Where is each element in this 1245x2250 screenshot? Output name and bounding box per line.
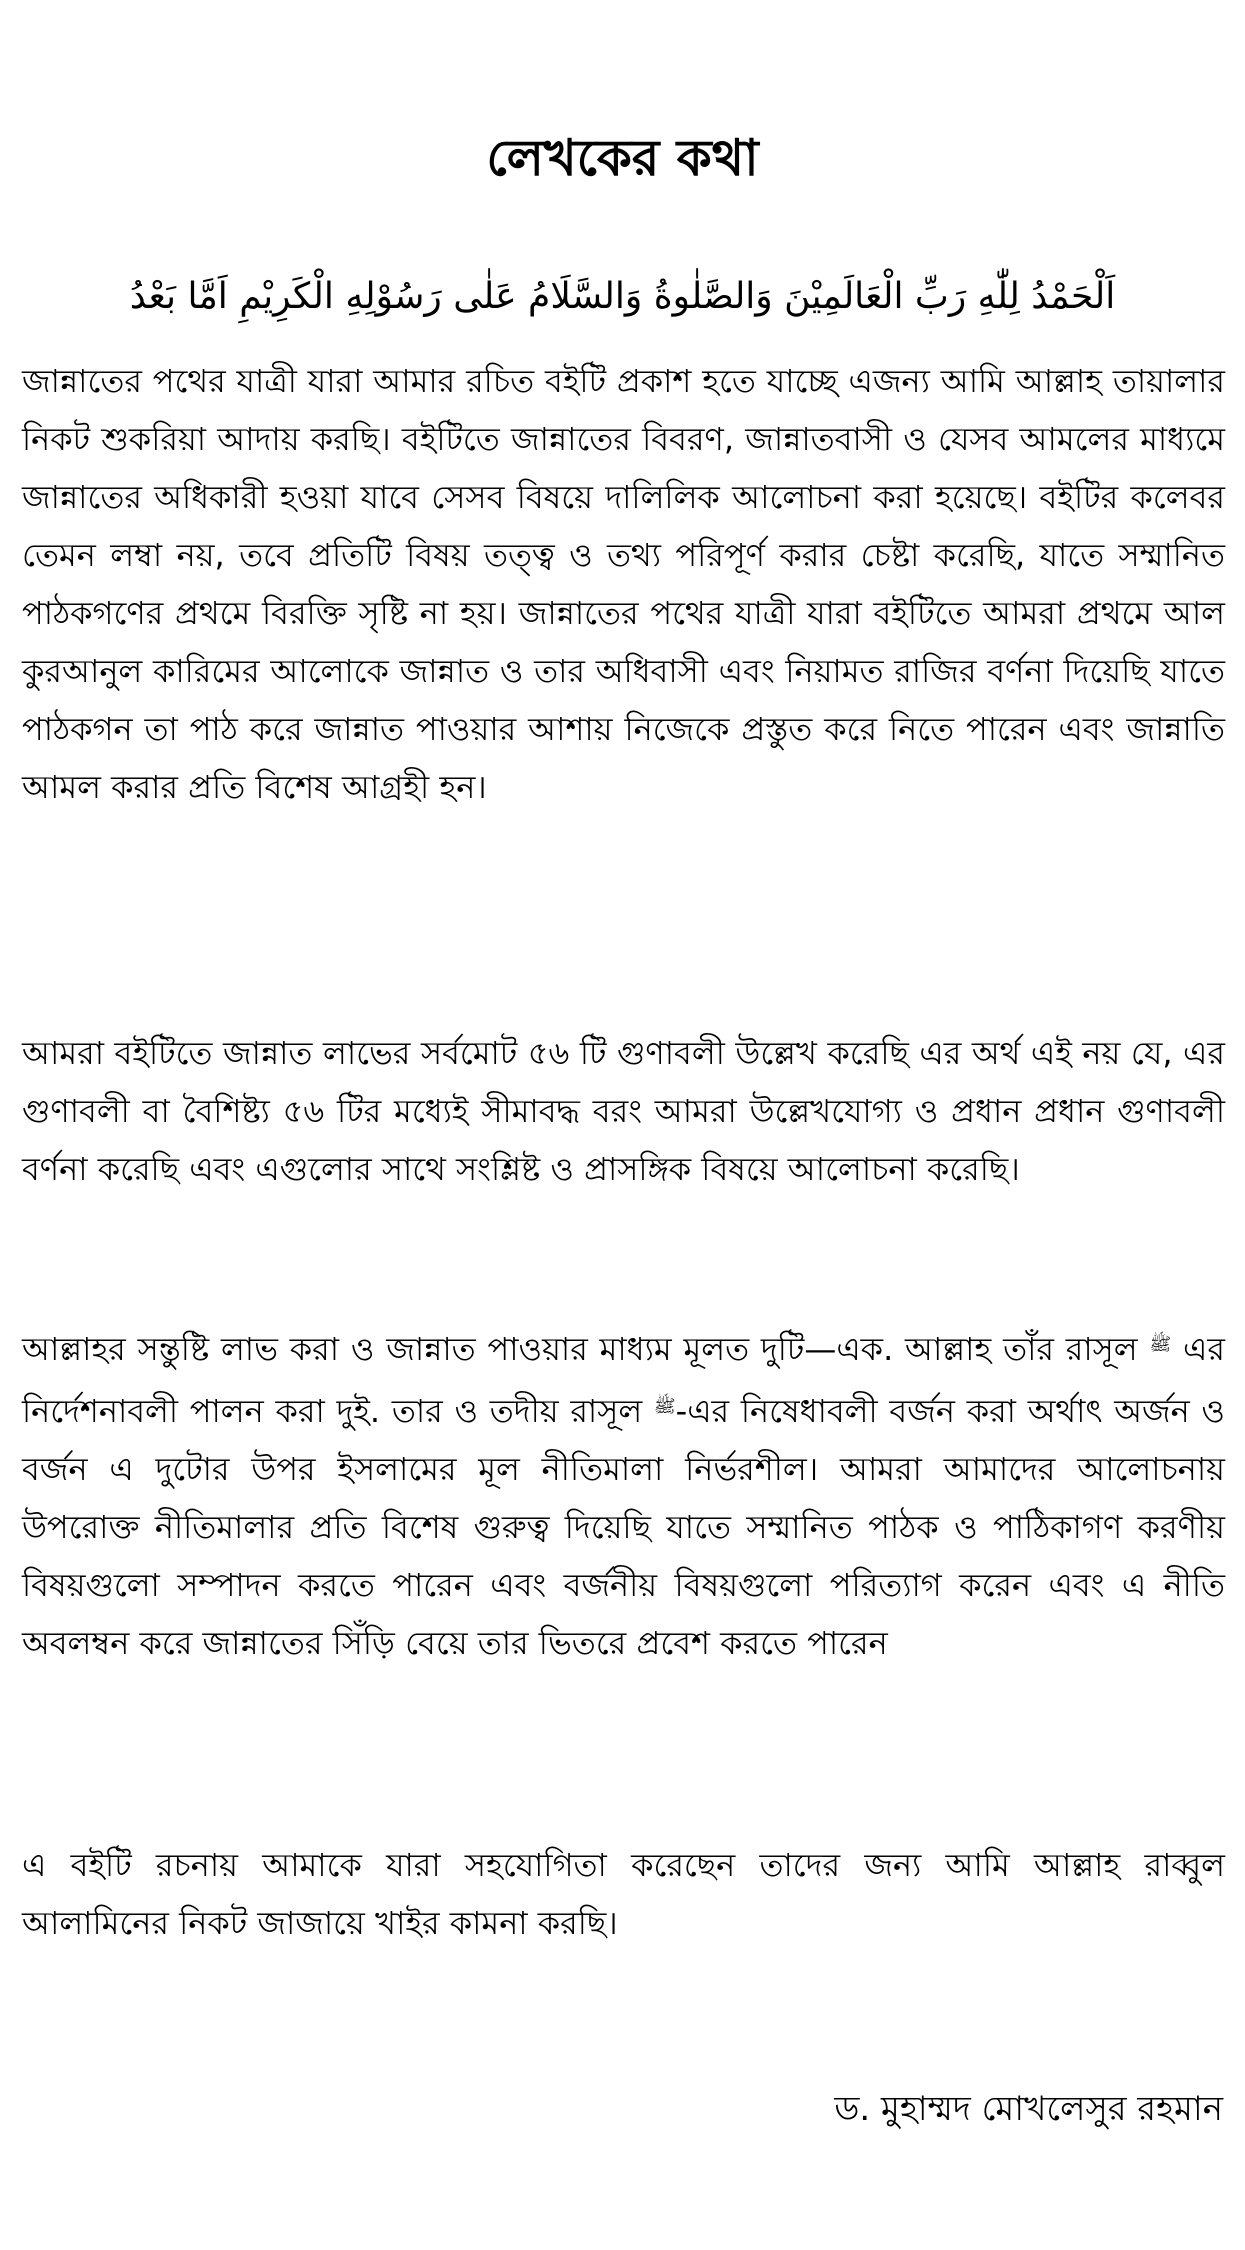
paragraph-3-part-2: এর নির্দেশনাবলী পালন করা দুই. তার ও তদীয় রাসূল [22,1330,1226,1430]
author-signature: ড. মুহাম্মদ মোখলেসুর রহমান [834,2089,1223,2129]
paragraph-3 [22,1316,1225,1672]
paragraph-3-part-3: -এর নিষেধাবলী বর্জন করা অর্থাৎ অর্জন ও বর্জন এ দুটোর উপর ইসলামের মূল নীতিমালা নির্ভরশীল। আমরা আমাদের আলোচনায় উপরোক্ত নীতিমালার প্রতি বিশেষ গুরুত্ব দিয়েছি যাতে সম্মানিত পাঠক ও পাঠিকাগণ করণীয় বিষয়গুলো সম্পাদন করতে পারেন এবং বর্জনীয় বিষয়গুলো পরিত্যাগ করেন এবং এ নীতি অবলম্বন করে জান্নাতের সিঁড়ি বেয়ে তার ভিতরে প্রবেশ করতে পারেন [22,1392,1225,1662]
paragraph-4: এ বইটি রচনায় আমাকে যারা সহযোগিতা করেছেন তাদের জন্য আমি আল্লাহ রাব্বুল আলামিনের নিকট জাজায়ে খাইর কামনা করছি। [22,1846,1225,1942]
salawat-symbol: ﷺ [653,1396,676,1417]
salawat-symbol: ﷺ [1149,1334,1172,1355]
page-title: লেখকের কথা [486,129,759,187]
paragraph-2: আমরা বইটিতে জান্নাত লাভের সর্বমোট ৫৬ টি গুণাবলী উল্লেখ করেছি এর অর্থ এই নয় যে, এর গুণাবলী বা বৈশিষ্ট্য ৫৬ টির মধ্যেই সীমাবদ্ধ বরং আমরা উল্লেখযোগ্য ও প্রধান প্রধান গুণাবলী বর্ণনা করেছি এবং এগুলোর সাথে সংশ্লিষ্ট ও প্রাসঙ্গিক বিষয়ে আলোচনা করেছি। [22,1034,1225,1188]
paragraph-1: জান্নাতের পথের যাত্রী যারা আমার রচিত বইটি প্রকাশ হতে যাচ্ছে এজন্য আমি আল্লাহ তায়ালার নিকট শুকরিয়া আদায় করছি। বইটিতে জান্নাতের বিবরণ, জান্নাতবাসী ও যেসব আমলের মাধ্যমে জান্নাতের অধিকারী হওয়া যাবে সেসব বিষয়ে দালিলিক আলোচনা করা হয়েছে। বইটির কলেবর তেমন লম্বা নয়, তবে প্রতিটি বিষয় তত্ত্ব ও তথ্য পরিপূর্ণ করার চেষ্টা করেছি, যাতে সম্মানিত পাঠকগণের প্রথমে বিরক্তি সৃষ্টি না হয়। জান্নাতের পথের যাত্রী যারা বইটিতে আমরা প্রথমে আল কুরআনুল কারিমের আলোকে জান্নাত ও তার অধিবাসী এবং নিয়ামত রাজির বর্ণনা দিয়েছি যাতে পাঠকগন তা পাঠ করে জান্নাত পাওয়ার আশায় নিজেকে প্রস্তুত করে নিতে পারেন এবং জান্নাতি আমল করার প্রতি বিশেষ আগ্রহী হন। [22,362,1225,806]
arabic-invocation: اَلْحَمْدُ لِلّٰهِ رَبِّ الْعَالَمِيْنَ وَالصَّلٰوةُ وَالسَّلَامُ عَلٰى رَسُوْلِهِ الْكَرِيْمِ اَمَّا بَعْدُ [129,276,1116,317]
paragraph-3-part-1: আল্লাহর সন্তুষ্টি লাভ করা ও জান্নাত পাওয়ার মাধ্যম মূলত দুটি—এক. আল্লাহ তাঁর রাসূল [22,1330,1150,1368]
